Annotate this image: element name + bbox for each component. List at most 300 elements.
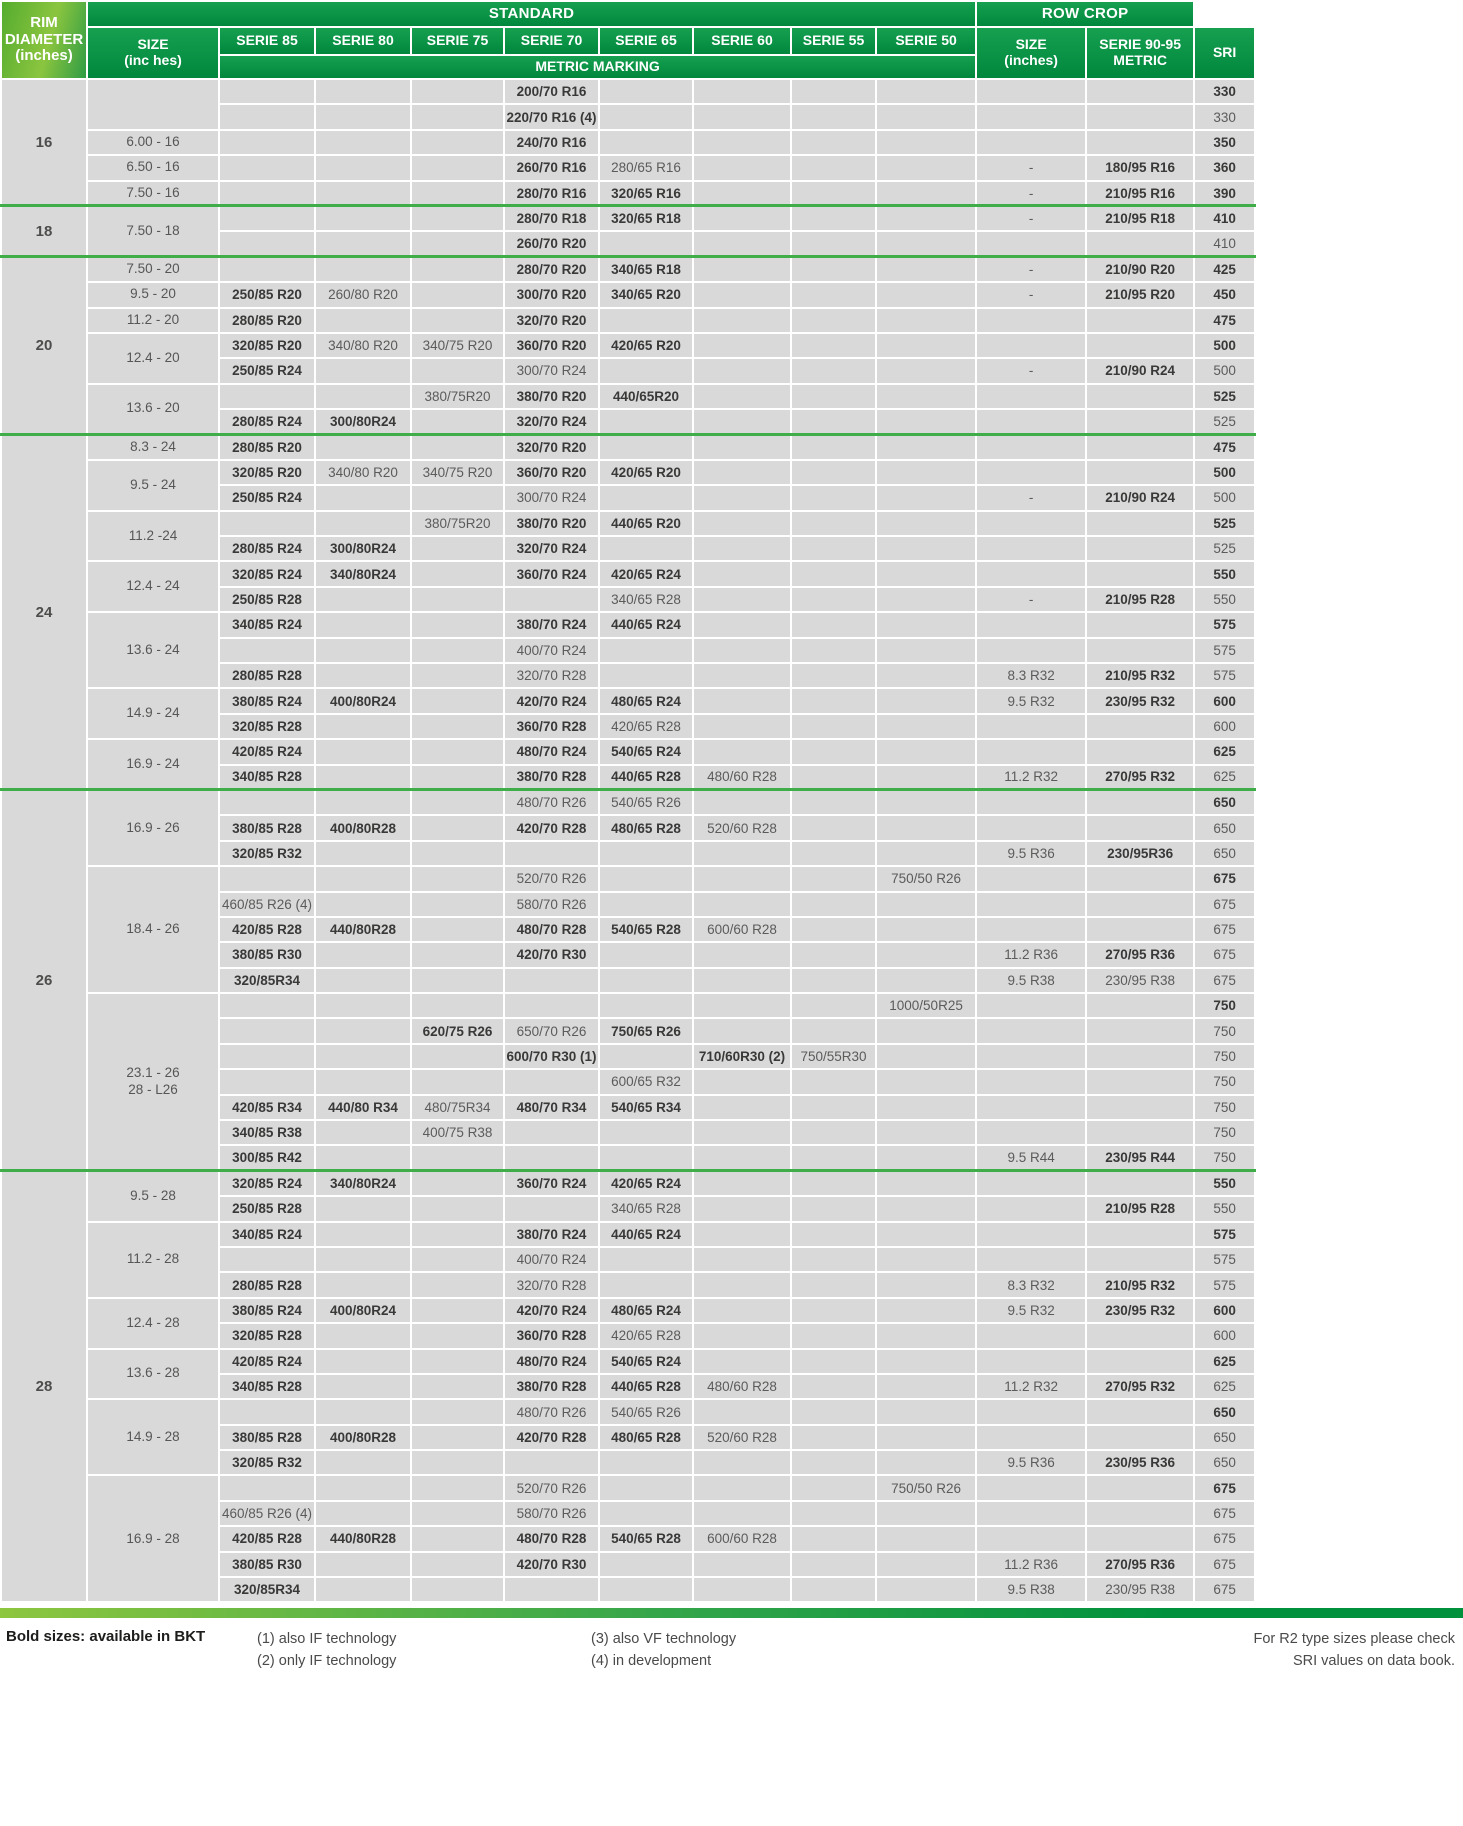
rowcrop-serie-cell — [1086, 1120, 1194, 1145]
serie75-cell — [411, 993, 504, 1018]
row-crop-size-header: SIZE (inches) — [976, 27, 1086, 79]
serie70-cell: 380/70 R24 — [504, 1222, 599, 1247]
sri-cell: 500 — [1194, 358, 1255, 383]
rowcrop-serie-cell — [1086, 714, 1194, 739]
rowcrop-size-cell: - — [976, 181, 1086, 206]
sri-cell: 650 — [1194, 841, 1255, 866]
serie75-cell — [411, 1247, 504, 1272]
serie50-cell — [876, 917, 976, 942]
serie70-cell — [504, 587, 599, 612]
sri-cell: 600 — [1194, 688, 1255, 713]
serie80-cell — [315, 866, 411, 891]
serie85-cell: 340/85 R24 — [219, 612, 315, 637]
serie80-cell: 300/80R24 — [315, 409, 411, 434]
rowcrop-size-cell — [976, 409, 1086, 434]
serie55-cell — [791, 993, 876, 1018]
serie70-cell: 360/70 R20 — [504, 460, 599, 485]
serie85-cell: 280/85 R24 — [219, 536, 315, 561]
rowcrop-serie-cell: 210/95 R18 — [1086, 206, 1194, 231]
serie75-cell — [411, 1323, 504, 1348]
rowcrop-size-cell — [976, 1501, 1086, 1526]
serie65-cell — [599, 942, 693, 967]
rowcrop-serie-cell — [1086, 815, 1194, 840]
sri-cell: 575 — [1194, 663, 1255, 688]
serie80-cell — [315, 1349, 411, 1374]
footer-divider-bar — [0, 1608, 1463, 1618]
table-row — [1, 866, 1255, 891]
serie55-cell: 750/55R30 — [791, 1044, 876, 1069]
serie60-cell — [693, 231, 791, 256]
serie60-cell — [693, 561, 791, 586]
serie80-cell — [315, 384, 411, 409]
serie60-cell — [693, 1145, 791, 1170]
serie65-cell: 420/65 R24 — [599, 561, 693, 586]
serie60-cell: 520/60 R28 — [693, 815, 791, 840]
sri-cell: 550 — [1194, 587, 1255, 612]
table-row — [1, 1349, 1255, 1374]
serie55-cell — [791, 1069, 876, 1094]
serie85-cell: 320/85R34 — [219, 968, 315, 993]
serie75-cell — [411, 1196, 504, 1221]
serie50-cell — [876, 1298, 976, 1323]
serie70-cell: 220/70 R16 (4) — [504, 104, 599, 129]
serie75-cell — [411, 1399, 504, 1424]
size-cell: 16.9 - 26 — [87, 790, 219, 866]
serie50-cell — [876, 739, 976, 764]
serie80-cell — [315, 1399, 411, 1424]
size-cell: 7.50 - 16 — [87, 181, 219, 206]
serie65-cell — [599, 409, 693, 434]
rowcrop-serie-cell — [1086, 1323, 1194, 1348]
serie55-cell — [791, 1222, 876, 1247]
serie55-cell — [791, 1018, 876, 1043]
table-row — [1, 130, 1255, 155]
serie-85-header: SERIE 85 — [219, 27, 315, 55]
sri-cell: 475 — [1194, 434, 1255, 459]
rowcrop-serie-cell — [1086, 561, 1194, 586]
serie55-cell — [791, 1552, 876, 1577]
rowcrop-size-cell: 9.5 R36 — [976, 1450, 1086, 1475]
sri-cell: 650 — [1194, 1425, 1255, 1450]
rowcrop-serie-cell — [1086, 993, 1194, 1018]
serie65-cell — [599, 968, 693, 993]
serie55-cell — [791, 1145, 876, 1170]
serie70-cell: 260/70 R20 — [504, 231, 599, 256]
serie55-cell — [791, 1349, 876, 1374]
serie70-cell — [504, 1577, 599, 1602]
table-row — [1, 257, 1255, 282]
serie50-cell — [876, 942, 976, 967]
serie65-cell: 540/65 R26 — [599, 790, 693, 815]
serie85-cell: 250/85 R24 — [219, 358, 315, 383]
serie85-cell: 320/85 R20 — [219, 460, 315, 485]
serie70-cell: 400/70 R24 — [504, 638, 599, 663]
serie75-cell — [411, 282, 504, 307]
size-cell: 18.4 - 26 — [87, 866, 219, 993]
serie80-cell — [315, 1450, 411, 1475]
footer-note-3: (3) also VF technology — [591, 1631, 737, 1648]
rowcrop-size-cell: - — [976, 155, 1086, 180]
sri-cell: 425 — [1194, 257, 1255, 282]
table-row — [1, 1171, 1255, 1196]
serie80-cell — [315, 612, 411, 637]
serie75-cell — [411, 1349, 504, 1374]
rowcrop-size-cell — [976, 917, 1086, 942]
serie50-cell — [876, 612, 976, 637]
serie75-cell: 620/75 R26 — [411, 1018, 504, 1043]
serie80-cell — [315, 181, 411, 206]
rowcrop-serie-cell — [1086, 892, 1194, 917]
serie80-cell — [315, 841, 411, 866]
serie85-cell: 280/85 R28 — [219, 663, 315, 688]
serie55-cell — [791, 638, 876, 663]
serie55-cell — [791, 1120, 876, 1145]
serie80-cell — [315, 231, 411, 256]
serie75-cell — [411, 1475, 504, 1500]
rowcrop-serie-cell — [1086, 866, 1194, 891]
serie60-cell — [693, 1272, 791, 1297]
sri-cell: 675 — [1194, 1552, 1255, 1577]
rowcrop-size-cell — [976, 231, 1086, 256]
serie50-cell — [876, 460, 976, 485]
rowcrop-size-cell: - — [976, 257, 1086, 282]
rowcrop-size-cell: 11.2 R32 — [976, 765, 1086, 790]
serie60-cell: 600/60 R28 — [693, 1526, 791, 1551]
rowcrop-size-cell: 9.5 R38 — [976, 1577, 1086, 1602]
serie55-cell — [791, 1095, 876, 1120]
serie85-cell: 250/85 R24 — [219, 485, 315, 510]
footer-right-line-1: For R2 type sizes please check — [1253, 1631, 1455, 1648]
serie60-cell — [693, 384, 791, 409]
size-cell: 23.1 - 26 28 - L26 — [87, 993, 219, 1171]
size-cell: 9.5 - 20 — [87, 282, 219, 307]
serie60-cell — [693, 1018, 791, 1043]
serie65-cell: 480/65 R24 — [599, 688, 693, 713]
standard-section-header: STANDARD — [87, 1, 976, 27]
serie55-cell — [791, 1425, 876, 1450]
table-row — [1, 333, 1255, 358]
sri-cell: 575 — [1194, 1222, 1255, 1247]
size-cell: 12.4 - 24 — [87, 561, 219, 612]
serie65-cell — [599, 638, 693, 663]
serie50-cell — [876, 358, 976, 383]
table-row — [1, 181, 1255, 206]
sri-cell: 390 — [1194, 181, 1255, 206]
rowcrop-size-cell — [976, 536, 1086, 561]
serie80-cell — [315, 993, 411, 1018]
serie75-cell — [411, 638, 504, 663]
serie70-cell: 420/70 R30 — [504, 1552, 599, 1577]
serie50-cell: 750/50 R26 — [876, 866, 976, 891]
serie55-cell — [791, 155, 876, 180]
serie70-cell: 480/70 R24 — [504, 739, 599, 764]
serie80-cell — [315, 1247, 411, 1272]
rowcrop-serie-cell — [1086, 1425, 1194, 1450]
serie80-cell: 400/80R24 — [315, 1298, 411, 1323]
serie50-cell — [876, 1450, 976, 1475]
size-cell: 6.50 - 16 — [87, 155, 219, 180]
sri-cell: 475 — [1194, 308, 1255, 333]
serie70-cell: 400/70 R24 — [504, 1247, 599, 1272]
sri-cell: 750 — [1194, 993, 1255, 1018]
rim-diameter-cell: 18 — [1, 206, 87, 257]
rim-diameter-cell: 16 — [1, 79, 87, 206]
serie60-cell — [693, 206, 791, 231]
serie70-cell: 580/70 R26 — [504, 892, 599, 917]
rowcrop-serie-cell — [1086, 130, 1194, 155]
serie85-cell: 320/85 R24 — [219, 561, 315, 586]
serie60-cell — [693, 282, 791, 307]
serie50-cell — [876, 231, 976, 256]
table-row — [1, 561, 1255, 586]
serie80-cell — [315, 587, 411, 612]
serie60-cell — [693, 663, 791, 688]
serie60-cell — [693, 333, 791, 358]
serie-65-header: SERIE 65 — [599, 27, 693, 55]
table-row — [1, 1399, 1255, 1424]
serie65-cell — [599, 79, 693, 104]
serie50-cell — [876, 790, 976, 815]
serie55-cell — [791, 485, 876, 510]
serie55-cell — [791, 231, 876, 256]
serie80-cell: 260/80 R20 — [315, 282, 411, 307]
serie50-cell — [876, 485, 976, 510]
sri-cell: 410 — [1194, 231, 1255, 256]
serie60-cell: 480/60 R28 — [693, 765, 791, 790]
serie60-cell — [693, 688, 791, 713]
serie55-cell — [791, 1323, 876, 1348]
serie65-cell — [599, 1247, 693, 1272]
serie50-cell — [876, 1247, 976, 1272]
serie65-cell — [599, 130, 693, 155]
sri-cell: 525 — [1194, 511, 1255, 536]
rowcrop-size-cell — [976, 1069, 1086, 1094]
serie65-cell: 340/65 R18 — [599, 257, 693, 282]
serie75-cell — [411, 434, 504, 459]
serie75-cell — [411, 688, 504, 713]
serie80-cell — [315, 892, 411, 917]
serie50-cell — [876, 79, 976, 104]
rim-diameter-cell: 26 — [1, 790, 87, 1171]
rowcrop-size-cell — [976, 434, 1086, 459]
serie85-cell — [219, 1069, 315, 1094]
serie60-cell — [693, 638, 791, 663]
serie70-cell: 280/70 R20 — [504, 257, 599, 282]
serie70-cell: 650/70 R26 — [504, 1018, 599, 1043]
rowcrop-serie-cell: 230/95 R36 — [1086, 1450, 1194, 1475]
serie65-cell — [599, 485, 693, 510]
serie65-cell — [599, 1552, 693, 1577]
serie85-cell: 320/85 R20 — [219, 333, 315, 358]
serie70-cell: 360/70 R28 — [504, 714, 599, 739]
serie50-cell — [876, 257, 976, 282]
serie70-cell: 260/70 R16 — [504, 155, 599, 180]
serie55-cell — [791, 942, 876, 967]
serie60-cell — [693, 1247, 791, 1272]
serie60-cell — [693, 308, 791, 333]
serie80-cell: 400/80R24 — [315, 688, 411, 713]
rowcrop-size-cell — [976, 1399, 1086, 1424]
serie85-cell: 420/85 R24 — [219, 739, 315, 764]
serie55-cell — [791, 1450, 876, 1475]
serie80-cell — [315, 1018, 411, 1043]
serie75-cell — [411, 155, 504, 180]
sri-cell: 550 — [1194, 1171, 1255, 1196]
size-cell: 14.9 - 24 — [87, 688, 219, 739]
serie75-cell — [411, 765, 504, 790]
rowcrop-size-cell — [976, 638, 1086, 663]
serie85-cell: 320/85 R32 — [219, 841, 315, 866]
serie65-cell: 340/65 R28 — [599, 1196, 693, 1221]
size-cell: 12.4 - 28 — [87, 1298, 219, 1349]
serie85-cell: 320/85R34 — [219, 1577, 315, 1602]
serie70-cell: 520/70 R26 — [504, 866, 599, 891]
serie75-cell — [411, 181, 504, 206]
serie50-cell — [876, 1399, 976, 1424]
serie60-cell — [693, 181, 791, 206]
serie70-cell: 200/70 R16 — [504, 79, 599, 104]
serie65-cell: 540/65 R28 — [599, 1526, 693, 1551]
serie50-cell — [876, 1552, 976, 1577]
serie80-cell — [315, 942, 411, 967]
serie65-cell: 420/65 R20 — [599, 460, 693, 485]
serie85-cell: 320/85 R28 — [219, 714, 315, 739]
table-row — [1, 384, 1255, 409]
serie70-cell: 380/70 R28 — [504, 765, 599, 790]
serie75-cell: 380/75R20 — [411, 384, 504, 409]
table-row — [1, 434, 1255, 459]
serie85-cell: 340/85 R28 — [219, 1374, 315, 1399]
serie75-cell — [411, 485, 504, 510]
rowcrop-size-cell — [976, 612, 1086, 637]
serie-60-header: SERIE 60 — [693, 27, 791, 55]
rowcrop-size-cell: - — [976, 282, 1086, 307]
serie55-cell — [791, 1171, 876, 1196]
table-row — [1, 79, 1255, 104]
rowcrop-size-cell — [976, 1323, 1086, 1348]
serie50-cell — [876, 663, 976, 688]
serie80-cell — [315, 1577, 411, 1602]
serie80-cell: 340/80R24 — [315, 561, 411, 586]
serie85-cell — [219, 1399, 315, 1424]
rowcrop-size-cell: - — [976, 206, 1086, 231]
rowcrop-serie-cell — [1086, 511, 1194, 536]
serie80-cell: 400/80R28 — [315, 815, 411, 840]
table-row — [1, 1298, 1255, 1323]
sri-cell: 675 — [1194, 917, 1255, 942]
table-row — [1, 790, 1255, 815]
sri-cell: 600 — [1194, 714, 1255, 739]
table-row — [1, 206, 1255, 231]
serie75-cell — [411, 739, 504, 764]
serie55-cell — [791, 688, 876, 713]
serie75-cell — [411, 1272, 504, 1297]
serie50-cell — [876, 409, 976, 434]
rowcrop-size-cell — [976, 1120, 1086, 1145]
sri-cell: 625 — [1194, 1374, 1255, 1399]
serie60-cell — [693, 587, 791, 612]
rowcrop-size-cell — [976, 790, 1086, 815]
serie75-cell: 400/75 R38 — [411, 1120, 504, 1145]
serie70-cell — [504, 1196, 599, 1221]
serie65-cell: 540/65 R28 — [599, 917, 693, 942]
sri-cell: 675 — [1194, 1526, 1255, 1551]
serie60-cell: 600/60 R28 — [693, 917, 791, 942]
rowcrop-serie-cell — [1086, 790, 1194, 815]
serie55-cell — [791, 1501, 876, 1526]
sri-cell: 500 — [1194, 485, 1255, 510]
serie65-cell — [599, 434, 693, 459]
serie65-cell: 540/65 R24 — [599, 1349, 693, 1374]
serie70-cell: 480/70 R26 — [504, 790, 599, 815]
serie70-cell: 380/70 R28 — [504, 1374, 599, 1399]
serie65-cell: 480/65 R28 — [599, 815, 693, 840]
serie75-cell — [411, 612, 504, 637]
rowcrop-serie-cell — [1086, 612, 1194, 637]
size-cell: 9.5 - 28 — [87, 1171, 219, 1222]
table-body — [1, 79, 1255, 1602]
serie85-cell — [219, 790, 315, 815]
sri-cell: 330 — [1194, 79, 1255, 104]
serie70-cell: 580/70 R26 — [504, 1501, 599, 1526]
rowcrop-serie-cell — [1086, 1399, 1194, 1424]
size-cell: 13.6 - 24 — [87, 612, 219, 688]
serie60-cell — [693, 1171, 791, 1196]
serie60-cell — [693, 1552, 791, 1577]
sri-cell: 625 — [1194, 765, 1255, 790]
serie65-cell: 600/65 R32 — [599, 1069, 693, 1094]
serie50-cell — [876, 1577, 976, 1602]
serie55-cell — [791, 333, 876, 358]
serie75-cell — [411, 866, 504, 891]
rowcrop-size-cell — [976, 1475, 1086, 1500]
serie85-cell: 280/85 R24 — [219, 409, 315, 434]
serie55-cell — [791, 765, 876, 790]
serie85-cell: 380/85 R24 — [219, 1298, 315, 1323]
serie75-cell — [411, 714, 504, 739]
serie70-cell: 360/70 R24 — [504, 561, 599, 586]
serie80-cell: 340/80R24 — [315, 1171, 411, 1196]
serie70-cell: 380/70 R24 — [504, 612, 599, 637]
footer-right-note — [1254, 1628, 1455, 1672]
sri-cell: 600 — [1194, 1298, 1255, 1323]
serie-55-header: SERIE 55 — [791, 27, 876, 55]
serie55-cell — [791, 841, 876, 866]
serie50-cell — [876, 1349, 976, 1374]
serie50-cell: 750/50 R26 — [876, 1475, 976, 1500]
serie50-cell — [876, 1323, 976, 1348]
rowcrop-serie-cell — [1086, 1475, 1194, 1500]
rowcrop-serie-cell — [1086, 536, 1194, 561]
serie65-cell — [599, 841, 693, 866]
serie75-cell — [411, 892, 504, 917]
serie75-cell — [411, 257, 504, 282]
serie60-cell — [693, 1399, 791, 1424]
serie55-cell — [791, 663, 876, 688]
serie-50-header: SERIE 50 — [876, 27, 976, 55]
serie50-cell — [876, 714, 976, 739]
rowcrop-size-cell — [976, 1247, 1086, 1272]
rowcrop-serie-cell — [1086, 1222, 1194, 1247]
rowcrop-serie-cell — [1086, 739, 1194, 764]
serie60-cell — [693, 1323, 791, 1348]
serie80-cell — [315, 1120, 411, 1145]
serie80-cell — [315, 155, 411, 180]
sri-cell: 625 — [1194, 739, 1255, 764]
serie80-cell — [315, 1145, 411, 1170]
rowcrop-serie-cell — [1086, 1349, 1194, 1374]
rowcrop-size-cell — [976, 1171, 1086, 1196]
